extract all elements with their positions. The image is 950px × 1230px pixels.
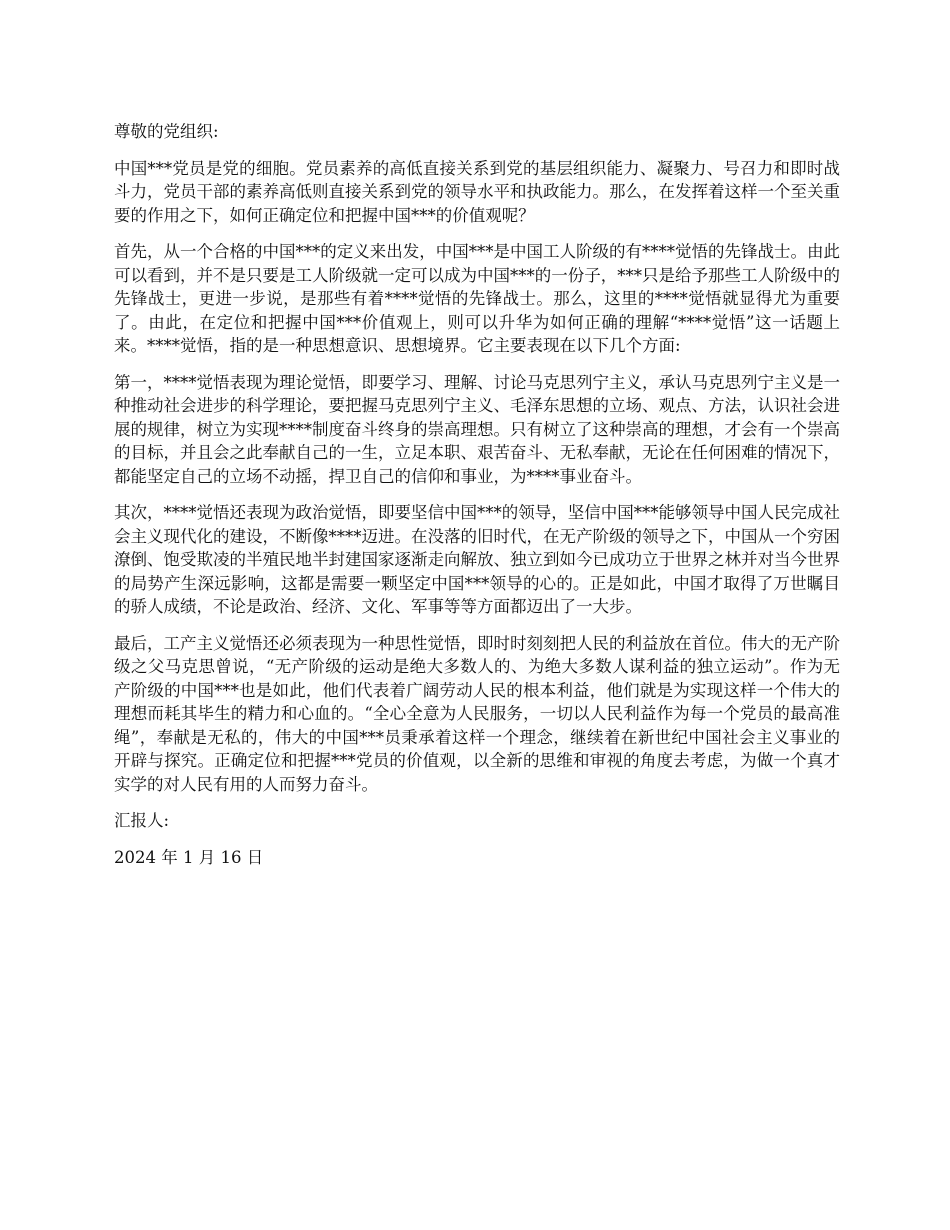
body-paragraph-4: 其次，****觉悟还表现为政治觉悟，即要坚信中国***的领导，坚信中国***能够领导中国人民完成社会主义现代化的建设，不断像****迈进。在没落的旧时代，在无产阶级的领导之下，中国从一个穷困潦倒、饱受欺凌的半殖民地半封建国家逐渐走向解放、独立到如今已成功立于世界之林并对当今世界的局势产生深远影响，这都是需要一颗坚定中国***领导的心的。正是如此，中国才取得了万世瞩目的骄人成绩，不论是政治、经济、文化、军事等等方面都迈出了一大步。: [114, 503, 840, 616]
body-paragraph-2: 首先，从一个合格的中国***的定义来出发，中国***是中国工人阶级的有****觉悟的先锋战士。由此可以看到，并不是只要是工人阶级就一定可以成为中国***的一份子，***只是给予那些工人阶级中的先锋战士，更进一步说，是那些有着****觉悟的先锋战士。那么，这里的****觉悟就显得尤为重要了。由此，在定位和把握中国***价值观上，则可以升华为如何正确的理解“****觉悟”这一话题上来。****觉悟，指的是一种思想意识、思想境界。它主要表现在以下几个方面:: [114, 242, 840, 355]
body-paragraph-1: 中国***党员是党的细胞。党员素养的高低直接关系到党的基层组织能力、凝聚力、号召力和即时战斗力，党员干部的素养高低则直接关系到党的领导水平和执政能力。那么，在发挥着这样一个至关重要的作用之下，如何正确定位和把握中国***的价值观呢？: [114, 158, 840, 225]
salutation: 尊敬的党组织:: [114, 122, 219, 141]
signature-label: 汇报人:: [114, 811, 170, 830]
document-page: [114, 120, 840, 882]
body-paragraph-3: 第一，****觉悟表现为理论觉悟，即要学习、理解、讨论马克思列宁主义，承认马克思列宁主义是一种推动社会进步的科学理论，要把握马克思列宁主义、毛泽东思想的立场、观点、方法，认识社会进展的规律，树立为实现****制度奋斗终身的崇高理想。只有树立了这种崇高的理想，才会有一个崇高的目标，并且会之此奉献自己的一生，立足本职、艰苦奋斗、无私奉献，无论在任何困难的情况下，都能坚定自己的立场不动摇，捍卫自己的信仰和事业，为****事业奋斗。: [114, 372, 840, 486]
body-paragraph-5: 最后，工产主义觉悟还必须表现为一种思性觉悟，即时时刻刻把人民的利益放在首位。伟大的无产阶级之父马克思曾说，“无产阶级的运动是绝大多数人的、为绝大多数人谋利益的独立运动”。作为无产阶级的中国***也是如此，他们代表着广阔劳动人民的根本利益，他们就是为实现这样一个伟大的理想而耗其毕生的精力和心血的。“全心全意为人民服务，一切以人民利益作为每一个党员的最高准绳”，奉献是无私的，伟大的中国***员秉承着这样一个理念，继续着在新世纪中国社会主义事业的开辟与探究。正确定位和把握***党员的价值观，以全新的思维和审视的角度去考虑，为做一个真才实学的对人民有用的人而努力奋斗。: [114, 633, 840, 794]
report-date: 2024 年 1 月 16 日: [114, 847, 264, 867]
